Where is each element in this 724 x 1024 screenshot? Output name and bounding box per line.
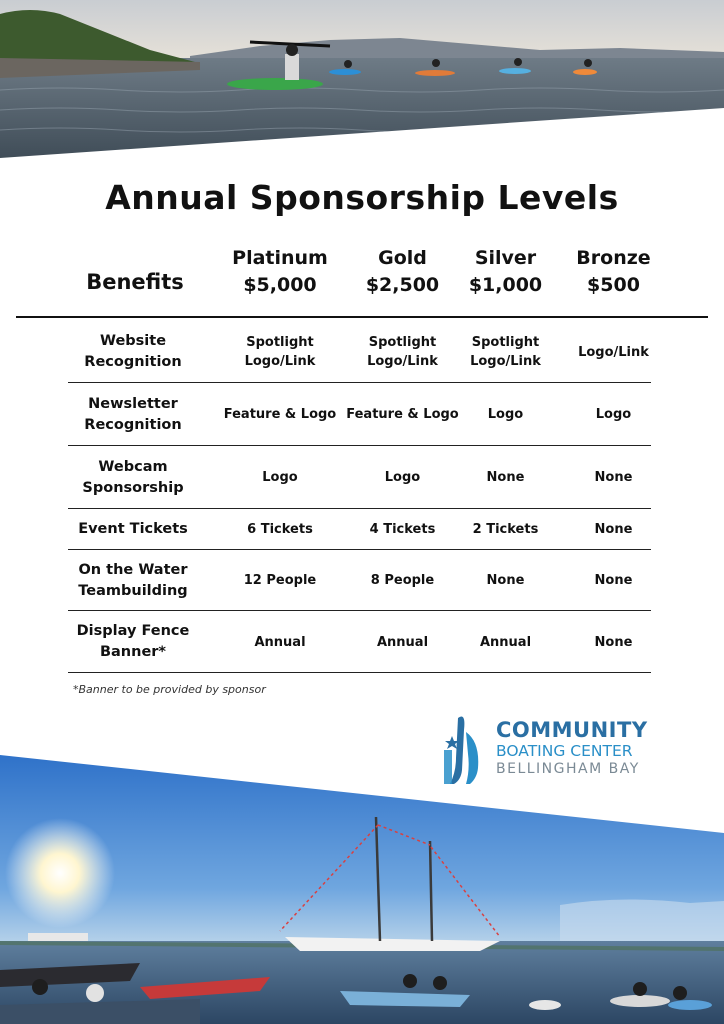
cell-gold: 4 Tickets	[369, 522, 436, 537]
header-divider	[16, 316, 708, 318]
cell-bronze: Logo	[595, 407, 632, 422]
logo-text-bellingham-bay: BELLINGHAM BAY	[496, 760, 640, 777]
cell-bronze: None	[594, 634, 633, 650]
row-label: Website Recognition	[84, 333, 182, 370]
logo-text-community: COMMUNITY	[496, 718, 648, 742]
cell-bronze: None	[594, 522, 633, 537]
bottom-schooner-photo	[0, 755, 724, 1024]
cell-silver: None	[486, 573, 525, 588]
cell-silver: None	[486, 470, 525, 485]
cell-platinum: 6 Tickets	[247, 522, 313, 537]
tier-name: Gold	[378, 247, 427, 269]
tier-name: Silver	[474, 247, 537, 269]
cell-gold: Logo	[384, 470, 421, 485]
cell-bronze: None	[594, 470, 633, 485]
tier-header-gold	[345, 245, 460, 299]
tier-price: $2,500	[365, 274, 440, 296]
cell-bronze: Logo/Link	[578, 344, 649, 360]
cell-gold: Annual	[376, 634, 429, 650]
cell-silver: 2 Tickets	[472, 522, 539, 537]
tier-price: $500	[587, 274, 640, 296]
cell-platinum: Feature & Logo	[223, 407, 337, 422]
cell-gold: Spotlight Logo/Link	[367, 335, 438, 369]
row-label: On the Water Teambuilding	[78, 561, 188, 599]
cell-silver: Annual	[479, 634, 532, 650]
tier-price: $5,000	[243, 274, 317, 296]
logo-text-boating-center: BOATING CENTER	[496, 742, 633, 760]
row-label: Display Fence Banner*	[76, 623, 190, 660]
benefits-header: Benefits	[86, 270, 184, 294]
table-row-event-tickets	[68, 510, 651, 550]
cell-bronze: None	[594, 573, 633, 588]
cell-gold: Feature & Logo	[346, 407, 459, 422]
row-label: Event Tickets	[78, 521, 188, 537]
page-title: Annual Sponsorship Levels	[105, 178, 619, 217]
tier-price: $1,000	[468, 274, 543, 296]
cell-platinum: Spotlight Logo/Link	[244, 335, 316, 369]
table-row-newsletter	[68, 384, 651, 446]
tier-header-bronze	[561, 245, 666, 299]
cell-silver: Logo	[487, 407, 524, 422]
table-row-teambuilding	[68, 551, 651, 611]
footnote: *Banner to be provided by sponsor	[73, 683, 266, 696]
row-label: Webcam Sponsorship	[82, 458, 184, 496]
tier-name: Bronze	[576, 247, 651, 269]
cell-gold: 8 People	[370, 573, 435, 588]
cell-silver: Spotlight Logo/Link	[470, 335, 541, 369]
tier-header-silver	[453, 245, 558, 299]
table-row-webcam	[68, 447, 651, 509]
tier-header-platinum	[210, 245, 350, 299]
tier-name: Platinum	[232, 247, 328, 269]
row-label: Newsletter Recognition	[84, 395, 182, 433]
cell-platinum: Annual	[254, 634, 306, 650]
top-kayak-photo	[0, 0, 724, 160]
cell-platinum: 12 People	[243, 573, 317, 588]
table-row-fence-banner	[68, 612, 651, 673]
cell-platinum: Logo	[262, 470, 298, 485]
table-row-website	[68, 322, 651, 383]
